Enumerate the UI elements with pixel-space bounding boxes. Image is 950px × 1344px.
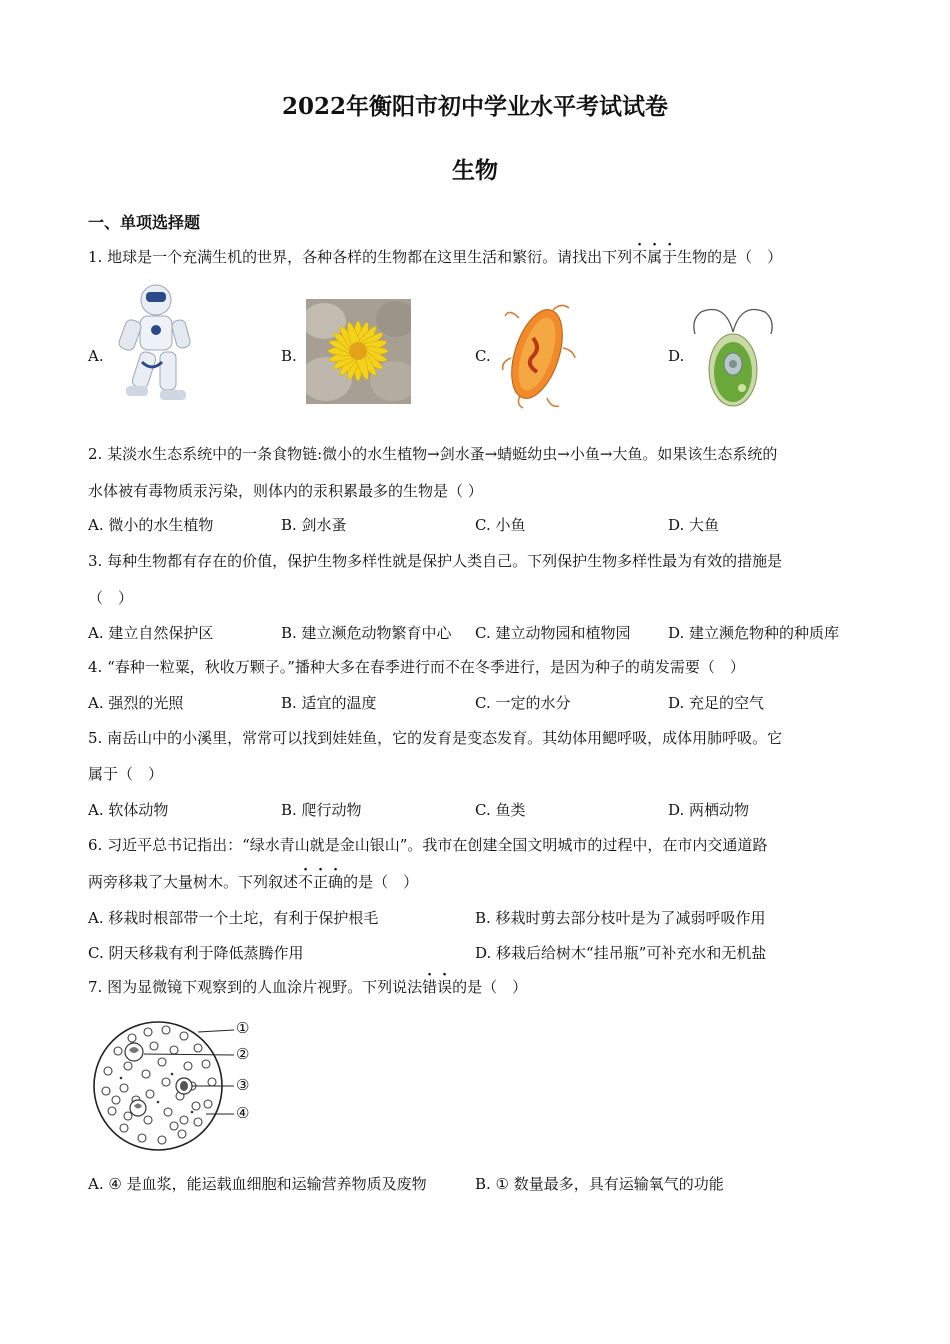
q3-option-a: A. 建立自然保护区 (88, 624, 214, 642)
q6-option-c: C. 阴天移栽有利于降低蒸腾作用 (88, 944, 304, 962)
q1-option-c: C. (475, 347, 491, 365)
q2-option-d: D. 大鱼 (668, 516, 720, 534)
emphasis-char: 属 (647, 248, 663, 266)
question-6-line-1: 6. 习近平总书记指出：“绿水青山就是金山银山”。我市在创建全国文明城市的过程中，在市内交通道路 (88, 836, 768, 854)
emphasis-char: 不 (298, 873, 314, 891)
emphasis-char: 于 (662, 248, 678, 266)
bacterium-image (497, 298, 579, 410)
q1-option-a: A. (88, 347, 104, 365)
q5-option-c: C. 鱼类 (475, 801, 526, 819)
emphasis-char: 正 (313, 873, 329, 891)
emphasis-char: 确 (328, 873, 344, 891)
q7-option-a: A. ④ 是血浆，能运载血细胞和运输营养物质及废物 (88, 1175, 427, 1193)
q5-option-a: A. 软体动物 (88, 801, 169, 819)
section-heading: 一、单项选择题 (88, 213, 201, 232)
chlamydomonas-image (688, 298, 778, 410)
question-6-line-2: 两旁移栽了大量树木。下列叙述不正确的是（ ） (88, 873, 419, 891)
q3-option-b: B. 建立濒危动物繁育中心 (281, 624, 452, 642)
diagram-label-1: ① (236, 1019, 250, 1037)
emphasis-char: 不 (632, 248, 648, 266)
question-2-line-2: 水体被有毒物质汞污染，则体内的汞积累最多的生物是（ ） (88, 482, 483, 500)
q2-option-a: A. 微小的水生植物 (88, 516, 214, 534)
q4-option-a: A. 强烈的光照 (88, 694, 184, 712)
q5-option-d: D. 两栖动物 (668, 801, 750, 819)
diagram-label-2: ② (236, 1045, 250, 1063)
robot-image (112, 282, 196, 406)
question-7-stem: 7. 图为显微镜下观察到的人血涂片视野。下列说法错误的是（ ） (88, 978, 528, 996)
question-1-stem: 1. 地球是一个充满生机的世界，各种各样的生物都在这里生活和繁衍。请找出下列不属于生物的是（ ） (88, 248, 783, 266)
q5-option-b: B. 爬行动物 (281, 801, 362, 819)
q4-option-c: C. 一定的水分 (475, 694, 571, 712)
subject-title: 生物 (452, 157, 498, 184)
emphasis-char: 误 (437, 978, 453, 996)
emphasis-char: 错 (422, 978, 438, 996)
question-3-line-1: 3. 每种生物都有存在的价值，保护生物多样性就是保护人类自己。下列保护生物多样性最为有效的措施是 (88, 552, 783, 570)
question-2-line-1: 2. 某淡水生态系统中的一条食物链:微小的水生植物→剑水蚤→蜻蜓幼虫→小鱼→大鱼。如果该生态系统的 (88, 445, 778, 463)
q6-option-d: D. 移栽后给树木“挂吊瓶”可补充水和无机盐 (475, 944, 767, 962)
q1-option-d: D. (668, 347, 685, 365)
q4-option-b: B. 适宜的温度 (281, 694, 377, 712)
q1-option-b: B. (281, 347, 297, 365)
q4-option-d: D. 充足的空气 (668, 694, 765, 712)
q6-option-a: A. 移栽时根部带一个土坨，有利于保护根毛 (88, 909, 379, 927)
q7-option-b: B. ① 数量最多，具有运输氧气的功能 (475, 1175, 724, 1193)
exam-title: 2022年衡阳市初中学业水平考试试卷 (281, 93, 668, 120)
diagram-label-3: ③ (236, 1076, 250, 1094)
question-3-line-2: （ ） (88, 589, 134, 607)
question-5-line-1: 5. 南岳山中的小溪里，常常可以找到娃娃鱼，它的发育是变态发育。其幼体用鳃呼吸，成体用肺呼吸。它 (88, 729, 783, 747)
flower-image (306, 299, 411, 404)
q6-option-b: B. 移栽时剪去部分枝叶是为了减弱呼吸作用 (475, 909, 766, 927)
q3-option-c: C. 建立动物园和植物园 (475, 624, 631, 642)
q2-option-c: C. 小鱼 (475, 516, 526, 534)
q2-option-b: B. 剑水蚤 (281, 516, 347, 534)
question-5-line-2: 属于（ ） (88, 765, 164, 783)
question-4-line-1: 4. “春种一粒粟，秋收万颗子。”播种大多在春季进行而不在冬季进行，是因为种子的萌发需要（ ） (88, 658, 745, 676)
q3-option-d: D. 建立濒危物种的种质库 (668, 624, 840, 642)
diagram-label-4: ④ (236, 1104, 250, 1122)
